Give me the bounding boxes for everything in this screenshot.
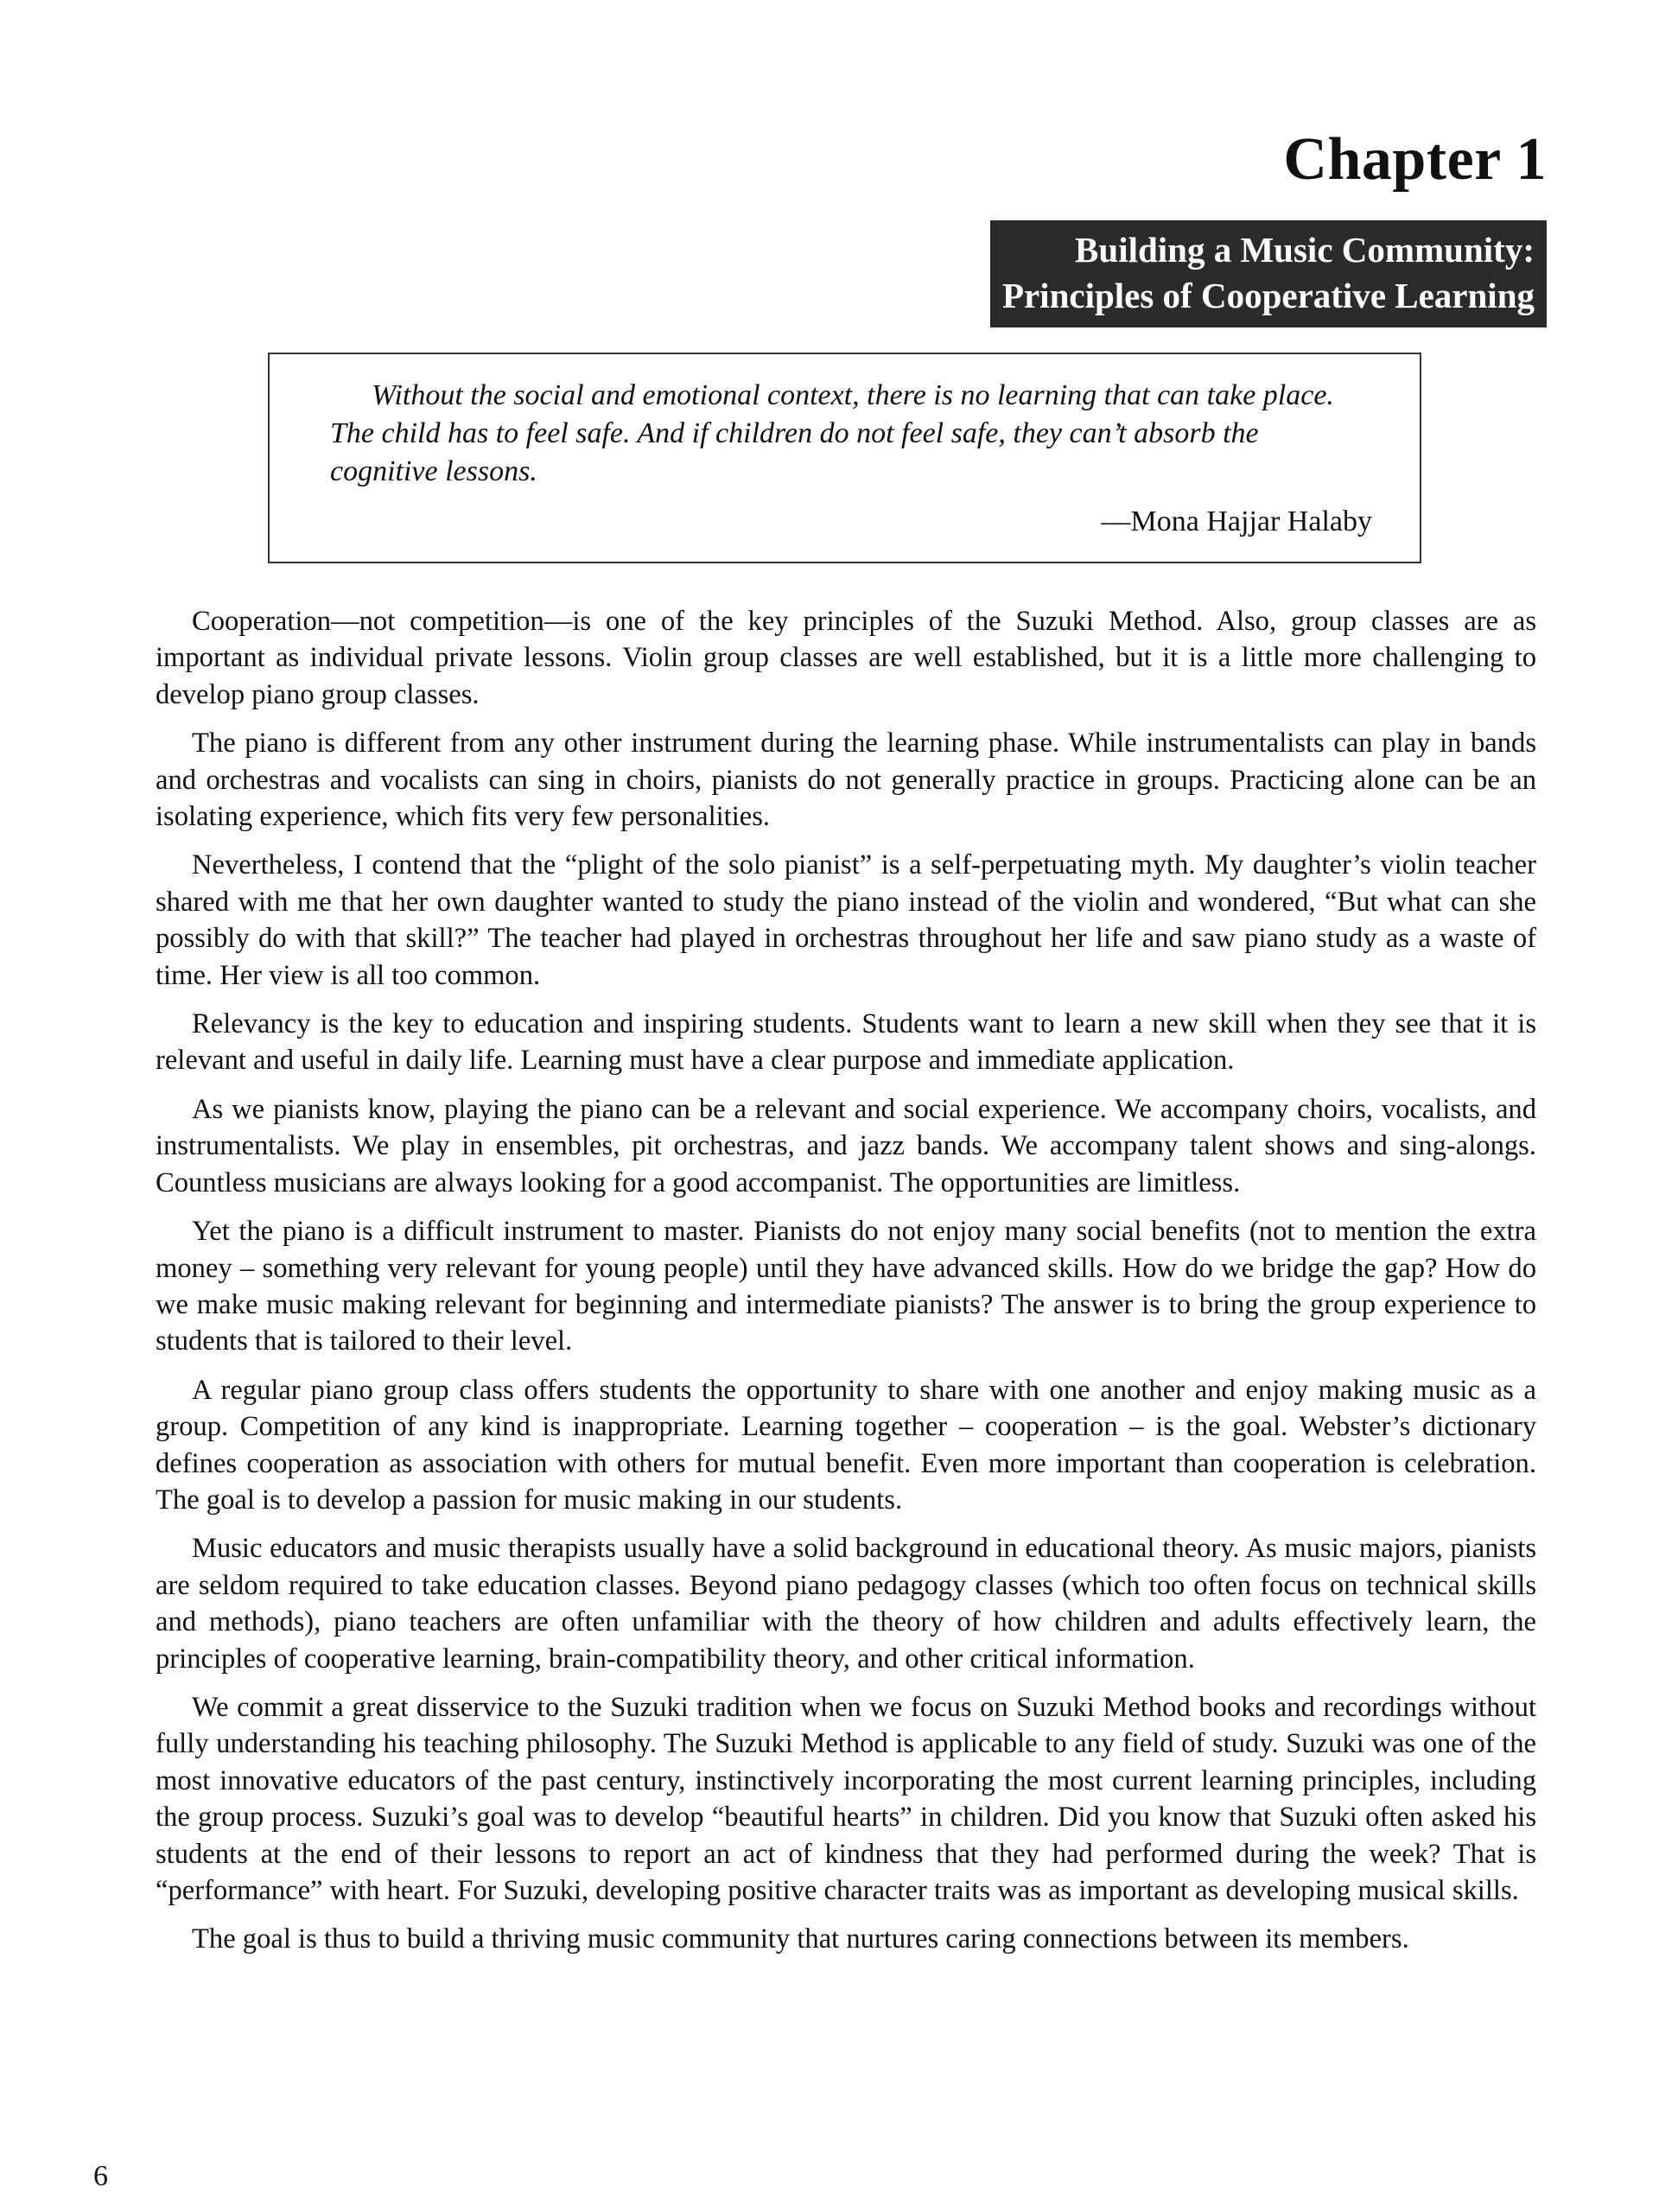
paragraph: The piano is different from any other instrument during the learning phase. While instrumentalists can play in bands and orchestras and vocalists can sing in choirs, pianists do not generally practice in groups. Practicing alone can be an isolating experience, which fits very few personalities. (156, 728, 1536, 833)
body-text (156, 603, 1536, 1970)
paragraph: A regular piano group class offers students the opportunity to share with one another and enjoy making music as a group. Competition of any kind is inappropriate. Learning together – cooperation – is the goal. Webster’s dictionary defines cooperation as association with others for mutual benefit. Even more important than cooperation is celebration. The goal is to develop a passion for music making in our students. (156, 1374, 1536, 1516)
paragraph: As we pianists know, playing the piano can be a relevant and social experience. We accompany choirs, vocalists, and instrumentalists. We play in ensembles, pit orchestras, and jazz bands. We accompany talent shows and sing-alongs. Countless musicians are always looking for a good accompanist. The opportunities are limitless. (156, 1093, 1536, 1198)
chapter-subtitle-line-1: Building a Music Community: (1075, 230, 1535, 270)
chapter-title: Chapter 1 (1283, 126, 1547, 193)
page-number: 6 (93, 2160, 108, 2192)
paragraph: The goal is thus to build a thriving music community that nurtures caring connections between its members. (192, 1923, 1409, 1955)
paragraph: Nevertheless, I contend that the “plight of the solo pianist” is a self-perpetuating myth. My daughter’s violin teacher shared with me that her own daughter wanted to study the piano instead of the violin and wondered, “But what can she possibly do with that skill?” The teacher had played in orchestras throughout her life and saw piano study as a waste of time. Her view is all too common. (156, 849, 1536, 991)
epigraph-attribution: —Mona Hajjar Halaby (1101, 505, 1372, 537)
paragraph: Music educators and music therapists usually have a solid background in educational theory. As music majors, pianists are seldom required to take education classes. Beyond piano pedagogy classes (which too often focus on technical skills and methods), piano teachers are often unfamiliar with the theory of how children and adults effectively learn, the principles of cooperative learning, brain-compatibility theory, and other critical information. (156, 1533, 1536, 1675)
epigraph-box (268, 353, 1421, 563)
epigraph-text: Without the social and emotional context, there is no learning that can take place. The child has to feel safe. And if children do not feel safe, they can’t absorb the cognitive lessons. (330, 379, 1334, 487)
paragraph: We commit a great disservice to the Suzuki tradition when we focus on Suzuki Method books and recordings without fully understanding his teaching philosophy. The Suzuki Method is applicable to any field of study. Suzuki was one of the most innovative educators of the past century, instinctively incorporating the most current learning principles, including the group process. Suzuki’s goal was to develop “beautiful hearts” in children. Did you know that Suzuki often asked his students at the end of their lessons to report an act of kindness that they had performed during the week? That is “performance” with heart. For Suzuki, developing positive character traits was as important as developing musical skills. (156, 1691, 1536, 1906)
paragraph: Yet the piano is a difficult instrument to master. Pianists do not enjoy many social benefits (not to mention the extra money – something very relevant for young people) until they have advanced skills. How do we bridge the gap? How do we make music making relevant for beginning and intermediate pianists? The answer is to bring the group experience to students that is tailored to their level. (156, 1216, 1536, 1357)
chapter-subtitle-box (990, 220, 1547, 327)
paragraph: Relevancy is the key to education and inspiring students. Students want to learn a new skill when they see that it is relevant and useful in daily life. Learning must have a clear purpose and immediate application. (156, 1008, 1536, 1077)
chapter-subtitle-line-2: Principles of Cooperative Learning (1001, 276, 1535, 315)
paragraph: Cooperation—not competition—is one of the key principles of the Suzuki Method. Also, group classes are as important as individual private lessons. Violin group classes are well established, but it is a little more challenging to develop piano group classes. (156, 606, 1536, 710)
